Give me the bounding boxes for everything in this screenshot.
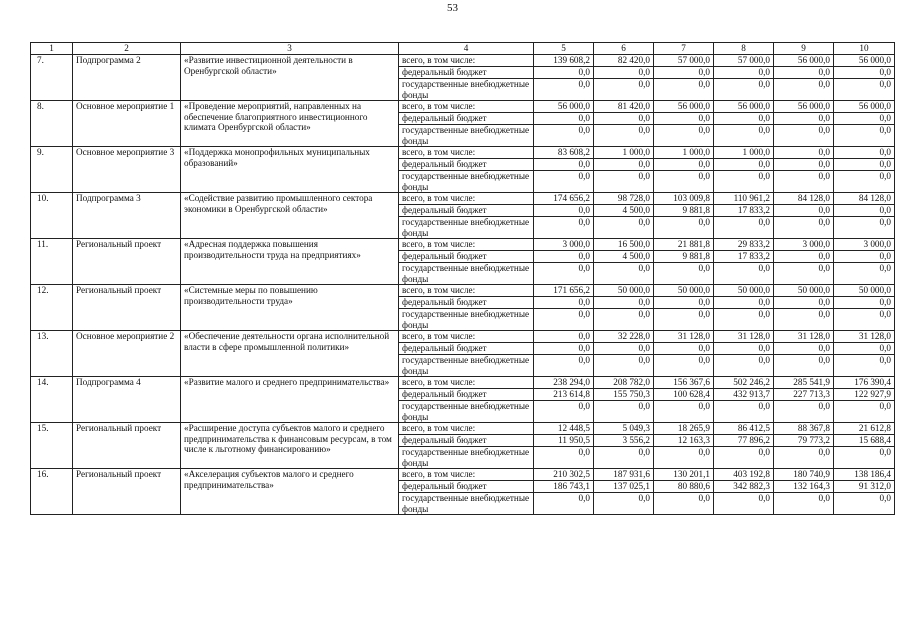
table-body [31, 55, 895, 515]
funding-source: государственные внебюджетные фонды [399, 217, 534, 239]
amount-cell: 0,0 [834, 447, 895, 469]
amount-cell: 0,0 [774, 447, 834, 469]
amount-cell: 50 000,0 [594, 285, 654, 297]
amount-cell: 88 367,8 [774, 423, 834, 435]
amount-cell: 3 000,0 [774, 239, 834, 251]
amount-cell: 0,0 [654, 263, 714, 285]
amount-cell: 0,0 [714, 447, 774, 469]
program-title: «Проведение мероприятий, направленных на обеспечение благоприятного инвестиционного климата Оренбургской области» [181, 101, 399, 147]
funding-source: государственные внебюджетные фонды [399, 447, 534, 469]
funding-source: государственные внебюджетные фонды [399, 171, 534, 193]
amount-cell: 130 201,1 [654, 469, 714, 481]
amount-cell: 100 628,4 [654, 389, 714, 401]
amount-cell: 0,0 [534, 205, 594, 217]
amount-cell: 0,0 [834, 67, 895, 79]
amount-cell: 0,0 [654, 297, 714, 309]
amount-cell: 0,0 [834, 401, 895, 423]
amount-cell: 0,0 [774, 147, 834, 159]
amount-cell: 187 931,6 [594, 469, 654, 481]
table-row [31, 239, 895, 251]
amount-cell: 56 000,0 [774, 55, 834, 67]
amount-cell: 342 882,3 [714, 481, 774, 493]
amount-cell: 0,0 [834, 297, 895, 309]
amount-cell: 213 614,8 [534, 389, 594, 401]
amount-cell: 57 000,0 [654, 55, 714, 67]
amount-cell: 0,0 [714, 125, 774, 147]
program-title: «Расширение доступа субъектов малого и среднего предпринимательства к финансовым ресурсам, в том числе к льготному финансированию» [181, 423, 399, 469]
amount-cell: 0,0 [534, 67, 594, 79]
amount-cell: 80 880,6 [654, 481, 714, 493]
table-row [31, 331, 895, 343]
amount-cell: 4 500,0 [594, 251, 654, 263]
amount-cell: 81 420,0 [594, 101, 654, 113]
amount-cell: 0,0 [534, 297, 594, 309]
amount-cell: 1 000,0 [594, 147, 654, 159]
amount-cell: 0,0 [594, 309, 654, 331]
amount-cell: 0,0 [654, 355, 714, 377]
row-number: 11. [31, 239, 73, 285]
amount-cell: 50 000,0 [774, 285, 834, 297]
amount-cell: 56 000,0 [534, 101, 594, 113]
amount-cell: 21 612,8 [834, 423, 895, 435]
amount-cell: 132 164,3 [774, 481, 834, 493]
amount-cell: 0,0 [714, 355, 774, 377]
amount-cell: 31 128,0 [834, 331, 895, 343]
amount-cell: 0,0 [774, 125, 834, 147]
funding-source: всего, в том числе: [399, 55, 534, 67]
amount-cell: 0,0 [714, 67, 774, 79]
program-title: «Развитие малого и среднего предпринимательства» [181, 377, 399, 423]
row-number: 16. [31, 469, 73, 515]
amount-cell: 0,0 [774, 171, 834, 193]
amount-cell: 0,0 [714, 79, 774, 101]
amount-cell: 9 881,8 [654, 251, 714, 263]
amount-cell: 238 294,0 [534, 377, 594, 389]
amount-cell: 1 000,0 [654, 147, 714, 159]
amount-cell: 137 025,1 [594, 481, 654, 493]
amount-cell: 176 390,4 [834, 377, 895, 389]
column-header: 7 [654, 43, 714, 55]
amount-cell: 0,0 [834, 113, 895, 125]
amount-cell: 0,0 [714, 171, 774, 193]
amount-cell: 0,0 [534, 263, 594, 285]
amount-cell: 0,0 [534, 171, 594, 193]
amount-cell: 0,0 [594, 297, 654, 309]
amount-cell: 0,0 [774, 401, 834, 423]
amount-cell: 4 500,0 [594, 205, 654, 217]
amount-cell: 77 896,2 [714, 435, 774, 447]
program-title: «Содействие развитию промышленного сектора экономики в Оренбургской области» [181, 193, 399, 239]
amount-cell: 0,0 [534, 331, 594, 343]
amount-cell: 0,0 [714, 263, 774, 285]
amount-cell: 0,0 [774, 355, 834, 377]
amount-cell: 84 128,0 [834, 193, 895, 205]
table-row [31, 469, 895, 481]
amount-cell: 56 000,0 [654, 101, 714, 113]
column-header: 5 [534, 43, 594, 55]
amount-cell: 0,0 [594, 159, 654, 171]
amount-cell: 50 000,0 [654, 285, 714, 297]
page-number: 53 [447, 2, 458, 14]
amount-cell: 0,0 [834, 263, 895, 285]
funding-source: федеральный бюджет [399, 113, 534, 125]
amount-cell: 0,0 [834, 205, 895, 217]
funding-source: всего, в том числе: [399, 469, 534, 481]
amount-cell: 3 000,0 [534, 239, 594, 251]
amount-cell: 57 000,0 [714, 55, 774, 67]
amount-cell: 0,0 [774, 113, 834, 125]
amount-cell: 138 186,4 [834, 469, 895, 481]
table-row [31, 147, 895, 159]
funding-source: всего, в том числе: [399, 285, 534, 297]
amount-cell: 0,0 [834, 147, 895, 159]
amount-cell: 15 688,4 [834, 435, 895, 447]
amount-cell: 0,0 [594, 67, 654, 79]
program-type: Региональный проект [73, 469, 181, 515]
row-number: 15. [31, 423, 73, 469]
amount-cell: 285 541,9 [774, 377, 834, 389]
amount-cell: 0,0 [594, 171, 654, 193]
amount-cell: 50 000,0 [714, 285, 774, 297]
budget-table [30, 42, 895, 515]
amount-cell: 0,0 [714, 401, 774, 423]
amount-cell: 1 000,0 [714, 147, 774, 159]
amount-cell: 208 782,0 [594, 377, 654, 389]
row-number: 13. [31, 331, 73, 377]
program-type: Основное мероприятие 3 [73, 147, 181, 193]
amount-cell: 0,0 [774, 217, 834, 239]
amount-cell: 0,0 [774, 205, 834, 217]
amount-cell: 122 927,9 [834, 389, 895, 401]
amount-cell: 98 728,0 [594, 193, 654, 205]
funding-source: федеральный бюджет [399, 251, 534, 263]
amount-cell: 56 000,0 [714, 101, 774, 113]
amount-cell: 12 448,5 [534, 423, 594, 435]
table-row [31, 55, 895, 67]
amount-cell: 0,0 [654, 447, 714, 469]
program-type: Основное мероприятие 2 [73, 331, 181, 377]
amount-cell: 12 163,3 [654, 435, 714, 447]
column-header: 3 [181, 43, 399, 55]
program-title: «Акселерация субъектов малого и среднего предпринимательства» [181, 469, 399, 515]
amount-cell: 0,0 [834, 125, 895, 147]
amount-cell: 0,0 [534, 493, 594, 515]
amount-cell: 171 656,2 [534, 285, 594, 297]
amount-cell: 174 656,2 [534, 193, 594, 205]
funding-source: федеральный бюджет [399, 481, 534, 493]
amount-cell: 0,0 [594, 113, 654, 125]
funding-source: всего, в том числе: [399, 423, 534, 435]
funding-source: государственные внебюджетные фонды [399, 125, 534, 147]
amount-cell: 0,0 [534, 401, 594, 423]
funding-source: федеральный бюджет [399, 297, 534, 309]
amount-cell: 0,0 [834, 217, 895, 239]
amount-cell: 0,0 [714, 159, 774, 171]
amount-cell: 156 367,6 [654, 377, 714, 389]
column-header: 2 [73, 43, 181, 55]
funding-source: государственные внебюджетные фонды [399, 401, 534, 423]
funding-source: федеральный бюджет [399, 435, 534, 447]
amount-cell: 29 833,2 [714, 239, 774, 251]
amount-cell: 0,0 [834, 343, 895, 355]
amount-cell: 3 000,0 [834, 239, 895, 251]
program-type: Основное мероприятие 1 [73, 101, 181, 147]
amount-cell: 0,0 [654, 343, 714, 355]
row-number: 9. [31, 147, 73, 193]
funding-source: государственные внебюджетные фонды [399, 263, 534, 285]
amount-cell: 0,0 [654, 67, 714, 79]
amount-cell: 139 608,2 [534, 55, 594, 67]
amount-cell: 16 500,0 [594, 239, 654, 251]
program-type: Подпрограмма 3 [73, 193, 181, 239]
program-type: Региональный проект [73, 423, 181, 469]
table-row [31, 377, 895, 389]
row-number: 7. [31, 55, 73, 101]
funding-source: федеральный бюджет [399, 67, 534, 79]
amount-cell: 0,0 [594, 79, 654, 101]
amount-cell: 86 412,5 [714, 423, 774, 435]
amount-cell: 155 750,3 [594, 389, 654, 401]
amount-cell: 0,0 [594, 493, 654, 515]
amount-cell: 0,0 [834, 355, 895, 377]
amount-cell: 21 881,8 [654, 239, 714, 251]
amount-cell: 91 312,0 [834, 481, 895, 493]
amount-cell: 110 961,2 [714, 193, 774, 205]
amount-cell: 0,0 [834, 159, 895, 171]
amount-cell: 84 128,0 [774, 193, 834, 205]
amount-cell: 502 246,2 [714, 377, 774, 389]
amount-cell: 31 128,0 [714, 331, 774, 343]
program-type: Подпрограмма 2 [73, 55, 181, 101]
funding-source: федеральный бюджет [399, 205, 534, 217]
funding-source: всего, в том числе: [399, 377, 534, 389]
amount-cell: 56 000,0 [774, 101, 834, 113]
amount-cell: 9 881,8 [654, 205, 714, 217]
amount-cell: 0,0 [774, 251, 834, 263]
amount-cell: 0,0 [534, 343, 594, 355]
amount-cell: 210 302,5 [534, 469, 594, 481]
funding-source: всего, в том числе: [399, 147, 534, 159]
amount-cell: 432 913,7 [714, 389, 774, 401]
column-header: 10 [834, 43, 895, 55]
amount-cell: 0,0 [774, 159, 834, 171]
amount-cell: 0,0 [774, 297, 834, 309]
funding-source: всего, в том числе: [399, 101, 534, 113]
program-title: «Поддержка монопрофильных муниципальных образований» [181, 147, 399, 193]
funding-source: федеральный бюджет [399, 159, 534, 171]
amount-cell: 0,0 [714, 343, 774, 355]
amount-cell: 0,0 [654, 113, 714, 125]
amount-cell: 0,0 [534, 159, 594, 171]
table-row [31, 101, 895, 113]
amount-cell: 186 743,1 [534, 481, 594, 493]
amount-cell: 82 420,0 [594, 55, 654, 67]
amount-cell: 103 009,8 [654, 193, 714, 205]
amount-cell: 18 265,9 [654, 423, 714, 435]
amount-cell: 17 833,2 [714, 251, 774, 263]
program-title: «Адресная поддержка повышения производительности труда на предприятиях» [181, 239, 399, 285]
amount-cell: 0,0 [594, 263, 654, 285]
funding-source: государственные внебюджетные фонды [399, 79, 534, 101]
amount-cell: 0,0 [834, 171, 895, 193]
amount-cell: 0,0 [594, 125, 654, 147]
column-header: 4 [399, 43, 534, 55]
amount-cell: 56 000,0 [834, 101, 895, 113]
funding-source: государственные внебюджетные фонды [399, 493, 534, 515]
amount-cell: 0,0 [534, 447, 594, 469]
amount-cell: 0,0 [714, 297, 774, 309]
column-header: 1 [31, 43, 73, 55]
column-header: 6 [594, 43, 654, 55]
amount-cell: 0,0 [774, 309, 834, 331]
amount-cell: 50 000,0 [834, 285, 895, 297]
amount-cell: 83 608,2 [534, 147, 594, 159]
amount-cell: 5 049,3 [594, 423, 654, 435]
funding-source: всего, в том числе: [399, 193, 534, 205]
amount-cell: 0,0 [714, 217, 774, 239]
amount-cell: 0,0 [654, 217, 714, 239]
amount-cell: 0,0 [714, 113, 774, 125]
amount-cell: 180 740,9 [774, 469, 834, 481]
amount-cell: 0,0 [774, 343, 834, 355]
program-title: «Системные меры по повышению производительности труда» [181, 285, 399, 331]
amount-cell: 3 556,2 [594, 435, 654, 447]
amount-cell: 0,0 [834, 493, 895, 515]
amount-cell: 79 773,2 [774, 435, 834, 447]
amount-cell: 0,0 [774, 67, 834, 79]
funding-source: федеральный бюджет [399, 343, 534, 355]
amount-cell: 0,0 [594, 401, 654, 423]
amount-cell: 0,0 [654, 171, 714, 193]
header-row [31, 43, 895, 55]
amount-cell: 0,0 [594, 343, 654, 355]
program-title: «Развитие инвестиционной деятельности в Оренбургской области» [181, 55, 399, 101]
table-row [31, 285, 895, 297]
amount-cell: 0,0 [534, 217, 594, 239]
amount-cell: 0,0 [654, 79, 714, 101]
amount-cell: 0,0 [834, 79, 895, 101]
amount-cell: 0,0 [594, 355, 654, 377]
funding-source: федеральный бюджет [399, 389, 534, 401]
amount-cell: 0,0 [594, 217, 654, 239]
program-type: Подпрограмма 4 [73, 377, 181, 423]
amount-cell: 0,0 [834, 309, 895, 331]
funding-source: всего, в том числе: [399, 239, 534, 251]
amount-cell: 0,0 [714, 493, 774, 515]
amount-cell: 0,0 [774, 493, 834, 515]
program-title: «Обеспечение деятельности органа исполнительной власти в сфере промышленной политики» [181, 331, 399, 377]
funding-source: государственные внебюджетные фонды [399, 309, 534, 331]
amount-cell: 0,0 [534, 251, 594, 263]
row-number: 12. [31, 285, 73, 331]
amount-cell: 0,0 [654, 493, 714, 515]
amount-cell: 0,0 [534, 309, 594, 331]
amount-cell: 0,0 [654, 125, 714, 147]
row-number: 8. [31, 101, 73, 147]
amount-cell: 11 950,5 [534, 435, 594, 447]
amount-cell: 0,0 [594, 447, 654, 469]
amount-cell: 403 192,8 [714, 469, 774, 481]
amount-cell: 0,0 [654, 401, 714, 423]
column-header: 9 [774, 43, 834, 55]
column-header: 8 [714, 43, 774, 55]
amount-cell: 17 833,2 [714, 205, 774, 217]
amount-cell: 0,0 [534, 355, 594, 377]
amount-cell: 0,0 [654, 309, 714, 331]
table-row [31, 423, 895, 435]
funding-source: всего, в том числе: [399, 331, 534, 343]
amount-cell: 0,0 [654, 159, 714, 171]
program-type: Региональный проект [73, 239, 181, 285]
amount-cell: 31 128,0 [774, 331, 834, 343]
row-number: 10. [31, 193, 73, 239]
amount-cell: 0,0 [774, 263, 834, 285]
amount-cell: 56 000,0 [834, 55, 895, 67]
amount-cell: 0,0 [534, 79, 594, 101]
row-number: 14. [31, 377, 73, 423]
funding-source: государственные внебюджетные фонды [399, 355, 534, 377]
amount-cell: 31 128,0 [654, 331, 714, 343]
amount-cell: 32 228,0 [594, 331, 654, 343]
amount-cell: 0,0 [774, 79, 834, 101]
program-type: Региональный проект [73, 285, 181, 331]
amount-cell: 0,0 [834, 251, 895, 263]
amount-cell: 0,0 [714, 309, 774, 331]
table-row [31, 193, 895, 205]
amount-cell: 227 713,3 [774, 389, 834, 401]
amount-cell: 0,0 [534, 113, 594, 125]
amount-cell: 0,0 [534, 125, 594, 147]
